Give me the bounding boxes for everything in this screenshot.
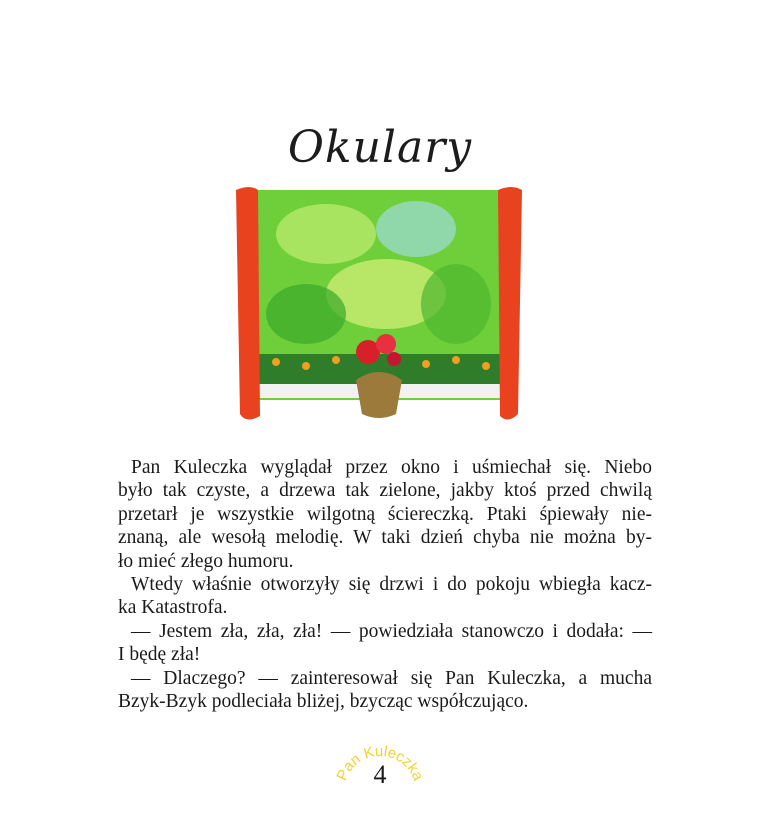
text-line: ło mieć złego humoru. bbox=[118, 550, 294, 572]
text-line: było tak czyste, a drzewa tak zielone, jakby ktoś przed chwilą bbox=[118, 480, 652, 502]
story-text bbox=[118, 456, 652, 713]
chapter-title: Okulary bbox=[287, 122, 473, 173]
page-footer bbox=[330, 730, 430, 800]
text-line: — Jestem zła, zła, zła! — powiedziała stanowczo i dodała: — bbox=[131, 620, 652, 642]
text-line: Wtedy właśnie otworzyły się drzwi i do pokoju wbiegła kacz- bbox=[131, 574, 652, 596]
text-line: ka Katastrofa. bbox=[118, 597, 228, 619]
text-line: I będę zła! bbox=[118, 644, 201, 666]
text-line: Bzyk-Bzyk podleciała bliżej, bzycząc współczująco. bbox=[118, 691, 529, 713]
text-line: Pan Kuleczka wyglądał przez okno i uśmiechał się. Niebo bbox=[131, 457, 652, 478]
page-number: 4 bbox=[373, 760, 387, 789]
text-line: znaną, ale wesołą melodię. W taki dzień chyba nie można by- bbox=[118, 527, 652, 549]
text-line: — Dlaczego? — zainteresował się Pan Kuleczka, a mucha bbox=[131, 667, 652, 689]
text-line: przetarł je wszystkie wilgotną ściereczką. Ptaki śpiewały nie- bbox=[118, 503, 652, 525]
window-illustration bbox=[236, 184, 522, 428]
svg-text:Pan Kuleczka: Pan Kuleczka bbox=[333, 742, 427, 784]
